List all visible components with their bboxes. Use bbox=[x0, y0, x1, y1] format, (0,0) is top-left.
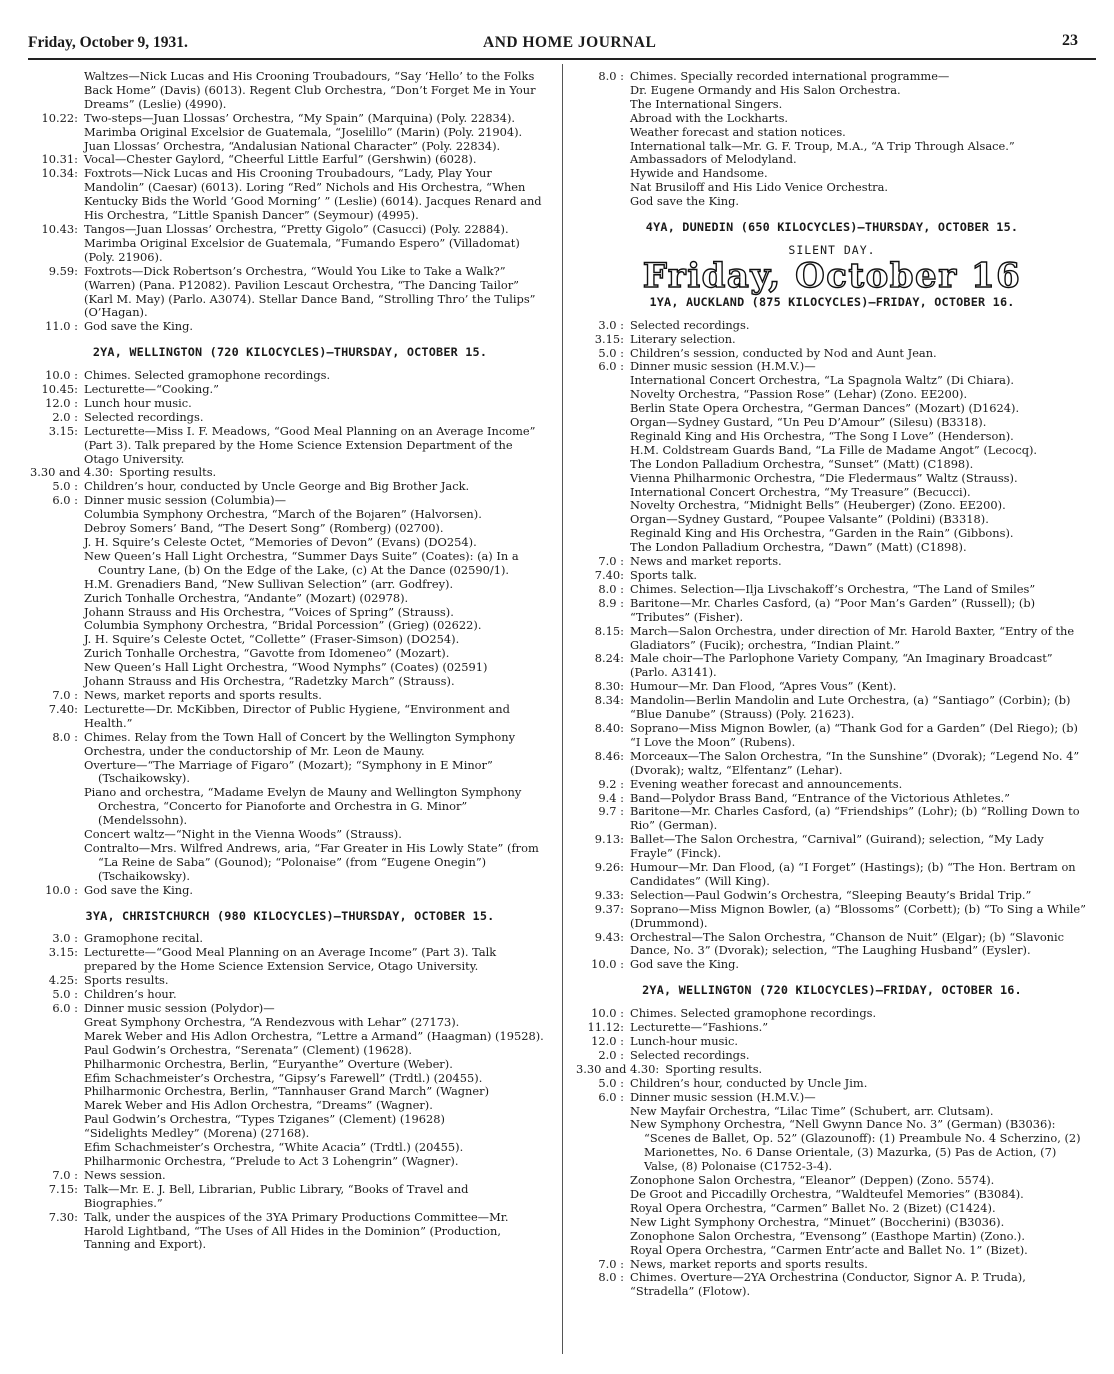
programme-entry bbox=[576, 360, 1088, 374]
station-heading: 3YA, CHRISTCHURCH (980 KILOCYCLES)—THURSDAY, OCTOBER 15. bbox=[85, 908, 495, 923]
programme-entry bbox=[30, 1211, 550, 1253]
programme-entry bbox=[576, 1049, 1088, 1063]
programme-item: De Groot and Piccadilly Orchestra, “Waldteufel Memories” (B3084). bbox=[630, 1186, 1024, 1201]
programme-entry bbox=[30, 265, 550, 321]
time-slot: 3.30 and 4.30: bbox=[576, 1061, 660, 1076]
programme-entry bbox=[30, 425, 550, 467]
programme-item: J. H. Squire’s Celeste Octet, “Memories of Devon” (Evans) (DO254). bbox=[84, 535, 477, 549]
station-heading: 2YA, WELLINGTON (720 KILOCYCLES)—FRIDAY, OCTOBER 16. bbox=[642, 983, 1022, 998]
programme-text: Sporting results. bbox=[119, 465, 217, 480]
time-slot: 7.30: bbox=[48, 1209, 78, 1224]
programme-entry bbox=[576, 583, 1088, 597]
programme-entry bbox=[576, 833, 1088, 861]
time-slot: 7.40: bbox=[594, 568, 624, 582]
time-slot: 7.0 : bbox=[598, 554, 624, 569]
programme-item: Marek Weber and His Adlon Orchestra, “Lettre a Armand” (Haagman) (19528). bbox=[84, 1028, 544, 1043]
programme-entry bbox=[576, 555, 1088, 569]
time-slot: 8.0 : bbox=[598, 581, 624, 596]
programme-text: Soprano—Miss Mignon Bowler, (a) “Blossoms” (Corbett); (b) “To Sing a While” (Drummond). bbox=[630, 901, 1086, 930]
time-slot: 8.15: bbox=[594, 623, 624, 638]
programme-entry bbox=[30, 1169, 550, 1183]
programme-text: Waltzes—Nick Lucas and His Crooning Troubadours, “Say ‘Hello’ to the Folks Back Home” (Davis) (6013). Regent Club Orchestra, “Don’t Forget Me in Your Dreams” (Leslie) (4990). bbox=[84, 69, 536, 111]
programme-text: Orchestral—The Salon Orchestra, “Chanson de Nuit” (Elgar); (b) “Slavonic Dance, No. 3” (Dvorak); selection, “The Laughing Husband” (Eysler). bbox=[630, 929, 1065, 958]
programme-item: Overture—“The Marriage of Figaro” (Mozart); “Symphony in E Minor” (Tschaikowsky). bbox=[84, 757, 493, 786]
programme-entry bbox=[30, 480, 550, 494]
time-slot bbox=[30, 70, 84, 112]
time-slot: 8.9 : bbox=[598, 595, 624, 610]
publication-title: AND HOME JOURNAL bbox=[483, 34, 657, 51]
programme-entry bbox=[576, 1021, 1088, 1035]
programme-entry bbox=[576, 652, 1088, 680]
programme-text: Ballet—The Salon Orchestra, “Carnival” (Guirand); selection, “My Lady Frayle” (Finck). bbox=[630, 832, 1044, 861]
programme-item: Organ—Sydney Gustard, “Un Peu D’Amour” (Silesu) (B3318). bbox=[630, 415, 987, 430]
programme-entry bbox=[30, 703, 550, 731]
station-heading: 4YA, DUNEDIN (650 KILOCYCLES)—THURSDAY, OCTOBER 15. bbox=[645, 220, 1019, 235]
programme-entry bbox=[30, 383, 550, 397]
time-slot: 3.30 and 4.30: bbox=[30, 465, 114, 480]
programme-text: Lunch hour music. bbox=[84, 395, 192, 410]
time-slot: 10.0 : bbox=[591, 1006, 624, 1021]
time-slot: 9.4 : bbox=[598, 790, 624, 805]
time-slot: 3.0 : bbox=[598, 317, 624, 332]
programme-entry bbox=[576, 680, 1088, 694]
programme-item: Debroy Somers’ Band, “The Desert Song” (Romberg) (02700). bbox=[84, 521, 444, 536]
time-slot: 5.0 : bbox=[52, 987, 78, 1002]
programme-text: Sporting results. bbox=[665, 1061, 763, 1076]
programme-item: Royal Opera Orchestra, “Carmen” Ballet No. 2 (Bizet) (C1424). bbox=[630, 1200, 996, 1215]
programme-text: Literary selection. bbox=[630, 331, 736, 346]
programme-item: Novelty Orchestra, “Midnight Bells” (Heuberger) (Zono. EE200). bbox=[630, 498, 1006, 513]
programme-item: Efim Schachmeister’s Orchestra, “White Acacia” (Trdtl.) (20455). bbox=[84, 1140, 464, 1155]
time-slot: 8.40: bbox=[594, 720, 624, 735]
programme-item: Nat Brusiloff and His Lido Venice Orchestra. bbox=[630, 180, 889, 195]
programme-text: Lunch-hour music. bbox=[630, 1034, 739, 1048]
programme-text: Lecturette—Miss I. F. Meadows, “Good Meal Planning on an Average Income” (Part 3). Talk prepared by the Home Science Extension Department of the Otago University. bbox=[84, 423, 536, 466]
time-slot: 11.0 : bbox=[45, 319, 78, 334]
time-slot: 8.46: bbox=[594, 748, 624, 763]
programme-item: Paul Godwin’s Orchestra, “Types Tziganes” (Clement) (19628) bbox=[84, 1112, 445, 1127]
programme-entry bbox=[576, 694, 1088, 722]
programme-text: Selection—Paul Godwin’s Orchestra, “Sleeping Beauty’s Bridal Trip.” bbox=[630, 887, 1032, 902]
programme-text: Lecturette—“Fashions.” bbox=[630, 1020, 769, 1035]
programme-entry bbox=[576, 597, 1088, 625]
header-rule bbox=[28, 58, 1096, 60]
programme-text: Dinner music session (Columbia)— bbox=[84, 493, 286, 508]
programme-text: Two-steps—Juan Llossas’ Orchestra, “My Spain” (Marquina) (Poly. 22834). Marimba Original Excelsior de Guatemala, “Joselillo” (Marin) (Poly. 21904). Juan Llossas’ Orchestra, “Andalusian National Character” (Poly. 22834). bbox=[84, 110, 523, 153]
programme-text: Children’s session, conducted by Nod and Aunt Jean. bbox=[630, 345, 937, 360]
programme-entry bbox=[30, 466, 550, 480]
programme-entry bbox=[30, 1002, 550, 1016]
time-slot: 7.15: bbox=[48, 1181, 78, 1196]
programme-item: Philharmonic Orchestra, Berlin, “Tannhauser Grand March” (Wagner) bbox=[84, 1084, 490, 1099]
programme-entry bbox=[576, 319, 1088, 333]
programme-entry bbox=[30, 320, 550, 334]
programme-entry bbox=[576, 1077, 1088, 1091]
time-slot: 5.0 : bbox=[52, 479, 78, 494]
time-slot: 10.0 : bbox=[591, 957, 624, 972]
programme-entry bbox=[576, 1258, 1088, 1272]
programme-text: March—Salon Orchestra, under direction of Mr. Harold Baxter, “Entry of the Gladiators” (Fucik); orchestra, “Indian Plaint.” bbox=[630, 623, 1075, 652]
programme-text: News, market reports and sports results. bbox=[84, 687, 322, 702]
programme-item: The International Singers. bbox=[630, 96, 783, 111]
programme-item: New Light Symphony Orchestra, “Minuet” (Boccherini) (B3036). bbox=[630, 1214, 1005, 1229]
programme-item: Philharmonic Orchestra, Berlin, “Euryanthe” Overture (Weber). bbox=[84, 1056, 453, 1071]
time-slot: 10.45: bbox=[41, 382, 78, 397]
programme-item: Columbia Symphony Orchestra, “Bridal Porcession” (Grieg) (02622). bbox=[84, 618, 482, 633]
programme-entry bbox=[576, 861, 1088, 889]
left-column bbox=[30, 70, 550, 1252]
programme-text: Humour—Mr. Dan Flood, “Apres Vous” (Kent). bbox=[630, 679, 897, 694]
station-heading: 2YA, WELLINGTON (720 KILOCYCLES)—THURSDAY, OCTOBER 15. bbox=[92, 345, 488, 360]
issue-date: Friday, October 9, 1931. bbox=[28, 34, 188, 51]
station-heading: 1YA, AUCKLAND (875 KILOCYCLES)—FRIDAY, OCTOBER 16. bbox=[649, 294, 1015, 309]
programme-item: Johann Strauss and His Orchestra, “Voices of Spring” (Strauss). bbox=[84, 604, 454, 619]
programme-entry bbox=[576, 931, 1088, 959]
programme-entry bbox=[576, 70, 1088, 84]
time-slot: 10.0 : bbox=[45, 368, 78, 383]
programme-text: God save the King. bbox=[630, 957, 739, 972]
time-slot: 8.34: bbox=[594, 693, 624, 708]
time-slot: 6.0 : bbox=[52, 1001, 78, 1015]
column-divider bbox=[562, 64, 563, 1354]
programme-item: Zonophone Salon Orchestra, “Eleanor” (Deppen) (Zono. 5574). bbox=[630, 1173, 995, 1188]
right-column bbox=[576, 70, 1088, 1299]
programme-item: Zurich Tonhalle Orchestra, “Gavotte from Idomeneo” (Mozart). bbox=[84, 646, 450, 661]
programme-text: Vocal—Chester Gaylord, “Cheerful Little Earful” (Gershwin) (6028). bbox=[84, 152, 477, 167]
time-slot: 3.0 : bbox=[52, 931, 78, 946]
time-slot: 10.22: bbox=[41, 110, 78, 125]
programme-entry bbox=[30, 988, 550, 1002]
programme-text: Chimes. Selection—Ilja Livschakoff’s Orchestra, “The Land of Smiles” bbox=[630, 581, 1036, 596]
programme-item: International Concert Orchestra, “La Spagnola Waltz” (Di Chiara). bbox=[630, 373, 1015, 388]
programme-item: Johann Strauss and His Orchestra, “Radetzky March” (Strauss). bbox=[84, 674, 455, 689]
programme-item: Paul Godwin’s Orchestra, “Serenata” (Clement) (19628). bbox=[84, 1042, 413, 1057]
programme-entry bbox=[576, 889, 1088, 903]
programme-entry bbox=[30, 932, 550, 946]
programme-text: God save the King. bbox=[84, 882, 193, 897]
programme-entry bbox=[576, 958, 1088, 972]
programme-entry bbox=[576, 1271, 1088, 1299]
programme-item: Piano and orchestra, “Madame Evelyn de Mauny and Wellington Symphony Orchestra, “Concerto for Pianoforte and Orchestra in G. Minor” (Mendelssohn). bbox=[84, 785, 522, 828]
time-slot: 6.0 : bbox=[598, 1089, 624, 1104]
programme-item: New Queen’s Hall Light Orchestra, “Summer Days Suite” (Coates): (a) In a Country Lane, (b) On the Edge of the Lake, (c) At the Dance (02590/1). bbox=[84, 548, 519, 577]
time-slot: 8.0 : bbox=[598, 69, 624, 83]
programme-text: Tangos—Juan Llossas’ Orchestra, “Pretty Gigolo” (Casucci) (Poly. 22884). Marimba Original Excelsior de Guatemala, “Fumando Espero” (Villadomat) (Poly. 21906). bbox=[84, 221, 520, 264]
time-slot: 8.30: bbox=[594, 679, 624, 694]
programme-text: Baritone—Mr. Charles Casford, (a) “Friendships” (Lohr); (b) “Rolling Down to Rio” (German). bbox=[630, 804, 1080, 833]
programme-item: International talk—Mr. G. F. Troup, M.A., “A Trip Through Alsace.” bbox=[630, 138, 1015, 153]
programme-item: International Concert Orchestra, “My Treasure” (Becucci). bbox=[630, 484, 971, 499]
time-slot: 4.25: bbox=[48, 973, 78, 988]
programme-item: Great Symphony Orchestra, “A Rendezvous with Lehar” (27173). bbox=[84, 1014, 460, 1029]
programme-entry bbox=[576, 625, 1088, 653]
programme-text: Children’s hour, conducted by Uncle Jim. bbox=[630, 1075, 868, 1090]
time-slot: 9.43: bbox=[594, 929, 624, 944]
programme-text: Evening weather forecast and announcements. bbox=[630, 776, 903, 791]
programme-entry bbox=[576, 903, 1088, 931]
programme-entry bbox=[576, 1091, 1088, 1105]
programme-text: Selected recordings. bbox=[84, 409, 204, 424]
time-slot: 8.24: bbox=[594, 651, 624, 666]
programme-entry bbox=[30, 494, 550, 508]
programme-item: The London Palladium Orchestra, “Dawn” (Matt) (C1898). bbox=[630, 540, 967, 555]
time-slot: 9.33: bbox=[594, 887, 624, 902]
time-slot: 7.0 : bbox=[598, 1256, 624, 1271]
programme-text: Selected recordings. bbox=[630, 1047, 750, 1062]
programme-text: Foxtrots—Dick Robertson’s Orchestra, “Would You Like to Take a Walk?” (Warren) (Pana. P12082). Pavilion Lescaut Orchestra, “The Dancing Tailor” (Karl M. May) (Parlo. A3074). Stellar Dance Band, “Strolling Thro’ the Tulips” (O’Hagan). bbox=[84, 263, 536, 320]
programme-text: Humour—Mr. Dan Flood, (a) “I Forget” (Hastings); (b) “The Hon. Bertram on Candidates” (Will King). bbox=[630, 860, 1076, 888]
programme-item: H.M. Grenadiers Band, “New Sullivan Selection” (arr. Godfrey). bbox=[84, 576, 454, 591]
programme-text: News, market reports and sports results. bbox=[630, 1256, 868, 1271]
programme-text: News session. bbox=[84, 1167, 166, 1182]
programme-entry bbox=[576, 1035, 1088, 1049]
time-slot: 2.0 : bbox=[598, 1047, 624, 1062]
programme-entry bbox=[576, 1063, 1088, 1077]
programme-text: Chimes. Selected gramophone recordings. bbox=[84, 368, 331, 383]
programme-text: Dinner music session (H.M.V.)— bbox=[630, 1089, 816, 1104]
programme-item: Ambassadors of Melodyland. bbox=[630, 152, 797, 167]
programme-entry bbox=[30, 153, 550, 167]
programme-entry bbox=[576, 750, 1088, 778]
programme-text: Chimes. Relay from the Town Hall of Concert by the Wellington Symphony Orchestra, under the conductorship of Mr. Leon de Mauny. bbox=[84, 729, 516, 758]
programme-text: Selected recordings. bbox=[630, 317, 750, 332]
time-slot: 6.0 : bbox=[598, 359, 624, 374]
programme-text: Chimes. Specially recorded international programme— bbox=[630, 69, 950, 83]
programme-text: Chimes. Selected gramophone recordings. bbox=[630, 1006, 877, 1021]
day-heading: Friday, October 16 bbox=[642, 255, 1022, 296]
programme-item: J. H. Squire’s Celeste Octet, “Collette” (Fraser-Simson) (DO254). bbox=[84, 632, 460, 647]
time-slot: 8.0 : bbox=[52, 729, 78, 744]
programme-item: Hywide and Handsome. bbox=[630, 166, 768, 181]
programme-item: Organ—Sydney Gustard, “Poupee Valsante” (Poldini) (B3318). bbox=[630, 512, 989, 527]
programme-text: Children’s hour. bbox=[84, 987, 177, 1002]
page-number: 23 bbox=[1062, 32, 1078, 49]
programme-text: Chimes. Overture—2YA Orchestrina (Conductor, Signor A. P. Truda), “Stradella” (Flotow). bbox=[630, 1270, 1026, 1299]
programme-item: Zonophone Salon Orchestra, “Evensong” (Easthope Martin) (Zono.). bbox=[630, 1228, 1026, 1243]
programme-item: New Queen’s Hall Light Orchestra, “Wood Nymphs” (Coates) (02591) bbox=[84, 660, 488, 675]
programme-item: Concert waltz—“Night in the Vienna Woods” (Strauss). bbox=[84, 827, 402, 842]
programme-entry bbox=[30, 223, 550, 265]
programme-entry bbox=[30, 1183, 550, 1211]
programme-text: Baritone—Mr. Charles Casford, (a) “Poor Man’s Garden” (Russell); (b) “Tributes” (Fisher). bbox=[630, 595, 1036, 624]
programme-entry bbox=[30, 397, 550, 411]
programme-item: Berlin State Opera Orchestra, “German Dances” (Mozart) (D1624). bbox=[630, 401, 1020, 416]
programme-item: Marek Weber and His Adlon Orchestra, “Dreams” (Wagner). bbox=[84, 1098, 433, 1113]
programme-text: God save the King. bbox=[84, 319, 193, 334]
programme-text: Sports talk. bbox=[630, 568, 697, 582]
programme-item: Weather forecast and station notices. bbox=[630, 124, 846, 139]
programme-text: Lecturette—“Cooking.” bbox=[84, 382, 219, 397]
time-slot: 10.0 : bbox=[45, 882, 78, 897]
time-slot: 9.13: bbox=[594, 832, 624, 847]
time-slot: 10.31: bbox=[41, 152, 78, 167]
programme-entry bbox=[30, 167, 550, 223]
time-slot: 3.15: bbox=[48, 423, 78, 438]
programme-item: Vienna Philharmonic Orchestra, “Die Fledermaus” Waltz (Strauss). bbox=[630, 470, 1018, 485]
programme-entry bbox=[30, 946, 550, 974]
programme-item: Royal Opera Orchestra, “Carmen Entr’acte and Ballet No. 1” (Bizet). bbox=[630, 1242, 1028, 1257]
programme-item: Contralto—Mrs. Wilfred Andrews, aria, “Far Greater in His Lowly State” (from “La Reine de Saba” (Gounod); “Polonaise” (from “Eugene Onegin”) (Tschaikowsky). bbox=[84, 840, 539, 883]
programme-text: Foxtrots—Nick Lucas and His Crooning Troubadours, “Lady, Play Your Mandolin” (Caesar) (6013). Loring “Red” Nichols and His Orchestra, “When Kentucky Bids the World ‘Good Morning’ ” (Leslie) (6014). Jacques Renard and His Orchestra, “Little Spanish Dancer” (Seymour) (4995). bbox=[84, 166, 542, 223]
programme-entry bbox=[30, 70, 550, 112]
time-slot: 3.15: bbox=[594, 331, 624, 346]
programme-item: Dr. Eugene Ormandy and His Salon Orchestra. bbox=[630, 82, 901, 97]
time-slot: 5.0 : bbox=[598, 1075, 624, 1090]
time-slot: 10.34: bbox=[41, 166, 78, 181]
programme-item: Zurich Tonhalle Orchestra, “Andante” (Mozart) (02978). bbox=[84, 590, 409, 605]
time-slot: 9.2 : bbox=[598, 776, 624, 791]
time-slot: 3.15: bbox=[48, 945, 78, 960]
programme-item: Abroad with the Lockharts. bbox=[630, 110, 789, 125]
programme-entry bbox=[576, 333, 1088, 347]
time-slot: 9.7 : bbox=[598, 804, 624, 819]
time-slot: 7.0 : bbox=[52, 1167, 78, 1182]
programme-item: H.M. Coldstream Guards Band, “La Fille de Madame Angot” (Lecocq). bbox=[630, 442, 1038, 457]
time-slot: 9.59: bbox=[48, 263, 78, 278]
time-slot: 7.0 : bbox=[52, 687, 78, 702]
time-slot: 8.0 : bbox=[598, 1270, 624, 1285]
programme-item: Columbia Symphony Orchestra, “March of the Bojaren” (Halvorsen). bbox=[84, 507, 482, 522]
programme-entry bbox=[576, 347, 1088, 361]
programme-text: News and market reports. bbox=[630, 554, 782, 569]
programme-text: Talk—Mr. E. J. Bell, Librarian, Public Library, “Books of Travel and Biographies.” bbox=[84, 1181, 469, 1210]
time-slot: 7.40: bbox=[48, 701, 78, 716]
time-slot: 9.26: bbox=[594, 860, 624, 875]
programme-entry bbox=[30, 112, 550, 154]
programme-text: Mandolin—Berlin Mandolin and Lute Orchestra, (a) “Santiago” (Corbin); (b) “Blue Danube” (Strauss) (Poly. 21623). bbox=[630, 693, 1071, 722]
time-slot: 6.0 : bbox=[52, 493, 78, 508]
programme-entry bbox=[30, 369, 550, 383]
programme-entry bbox=[576, 778, 1088, 792]
programme-item: God save the King. bbox=[630, 194, 739, 209]
programme-item: Novelty Orchestra, “Passion Rose” (Lehar) (Zono. EE200). bbox=[630, 387, 968, 402]
time-slot: 5.0 : bbox=[598, 345, 624, 360]
programme-entry bbox=[576, 1007, 1088, 1021]
time-slot: 10.43: bbox=[41, 221, 78, 236]
programme-text: Band—Polydor Brass Band, “Entrance of the Victorious Athletes.” bbox=[630, 790, 1010, 805]
programme-entry bbox=[576, 722, 1088, 750]
page-header bbox=[28, 30, 1088, 58]
programme-entry bbox=[576, 792, 1088, 806]
programme-text: Morceaux—The Salon Orchestra, “In the Sunshine” (Dvorak); “Legend No. 4” (Dvorak); waltz, “Elfentanz” (Lehar). bbox=[630, 748, 1080, 777]
programme-text: Sports results. bbox=[84, 973, 169, 988]
programme-text: Lecturette—“Good Meal Planning on an Average Income” (Part 3). Talk prepared by the Home Science Extension Service, Otago University. bbox=[84, 945, 497, 974]
programme-entry bbox=[30, 411, 550, 425]
programme-entry bbox=[30, 884, 550, 898]
programme-item: Efim Schachmeister’s Orchestra, “Gipsy’s Farewell” (Trdtl.) (20455). bbox=[84, 1070, 483, 1085]
programme-entry bbox=[576, 805, 1088, 833]
programme-item: Reginald King and His Orchestra, “The Song I Love” (Henderson). bbox=[630, 428, 1014, 443]
programme-item: The London Palladium Orchestra, “Sunset” (Matt) (C1898). bbox=[630, 456, 974, 471]
programme-item: New Symphony Orchestra, “Nell Gwynn Dance No. 3” (German) (B3036): “Scenes de Ballet, Op. 52” (Glazounoff): (1) Preambule No. 4 Scherzino, (2) Marionettes, No. 6 Danse Orientale, (3) Mazurka, (5) Pas de Action, (7) Valse, (8) Polonaise (C1752-3-4). bbox=[630, 1117, 1081, 1174]
programme-text: Male choir—The Parlophone Variety Company, “An Imaginary Broadcast” (Parlo. A3141). bbox=[630, 651, 1053, 680]
time-slot: 12.0 : bbox=[45, 395, 78, 410]
programme-item: Philharmonic Orchestra, “Prelude to Act 3 Lohengrin” (Wagner). bbox=[84, 1153, 459, 1168]
time-slot: 9.37: bbox=[594, 901, 624, 916]
programme-entry bbox=[30, 974, 550, 988]
silent-day: SILENT DAY. bbox=[788, 242, 876, 257]
programme-item: Reginald King and His Orchestra, “Garden in the Rain” (Gibbons). bbox=[630, 526, 1014, 541]
programme-text: Children’s hour, conducted by Uncle George and Big Brother Jack. bbox=[84, 479, 470, 494]
programme-text: Talk, under the auspices of the 3YA Primary Productions Committee—Mr. Harold Lightband, “The Uses of All Hides in the Dominion” (Production, Tanning and Export). bbox=[84, 1209, 509, 1252]
programme-text: Dinner music session (Polydor)— bbox=[84, 1001, 275, 1015]
time-slot: 11.12: bbox=[587, 1020, 624, 1035]
programme-item: New Mayfair Orchestra, “Lilac Time” (Schubert, arr. Clutsam). bbox=[630, 1103, 994, 1118]
programme-text: Gramophone recital. bbox=[84, 931, 204, 946]
programme-item: “Sidelights Medley” (Morena) (27168). bbox=[84, 1126, 310, 1141]
programme-entry bbox=[30, 689, 550, 703]
time-slot: 2.0 : bbox=[52, 409, 78, 424]
programme-entry bbox=[576, 569, 1088, 583]
time-slot: 12.0 : bbox=[591, 1034, 624, 1048]
programme-text: Lecturette—Dr. McKibben, Director of Public Hygiene, “Environment and Health.” bbox=[84, 701, 510, 730]
programme-text: Dinner music session (H.M.V.)— bbox=[630, 359, 816, 374]
programme-text: Soprano—Miss Mignon Bowler, (a) “Thank God for a Garden” (Del Riego); (b) “I Love the Moon” (Rubens). bbox=[630, 720, 1078, 749]
programme-entry bbox=[30, 731, 550, 759]
